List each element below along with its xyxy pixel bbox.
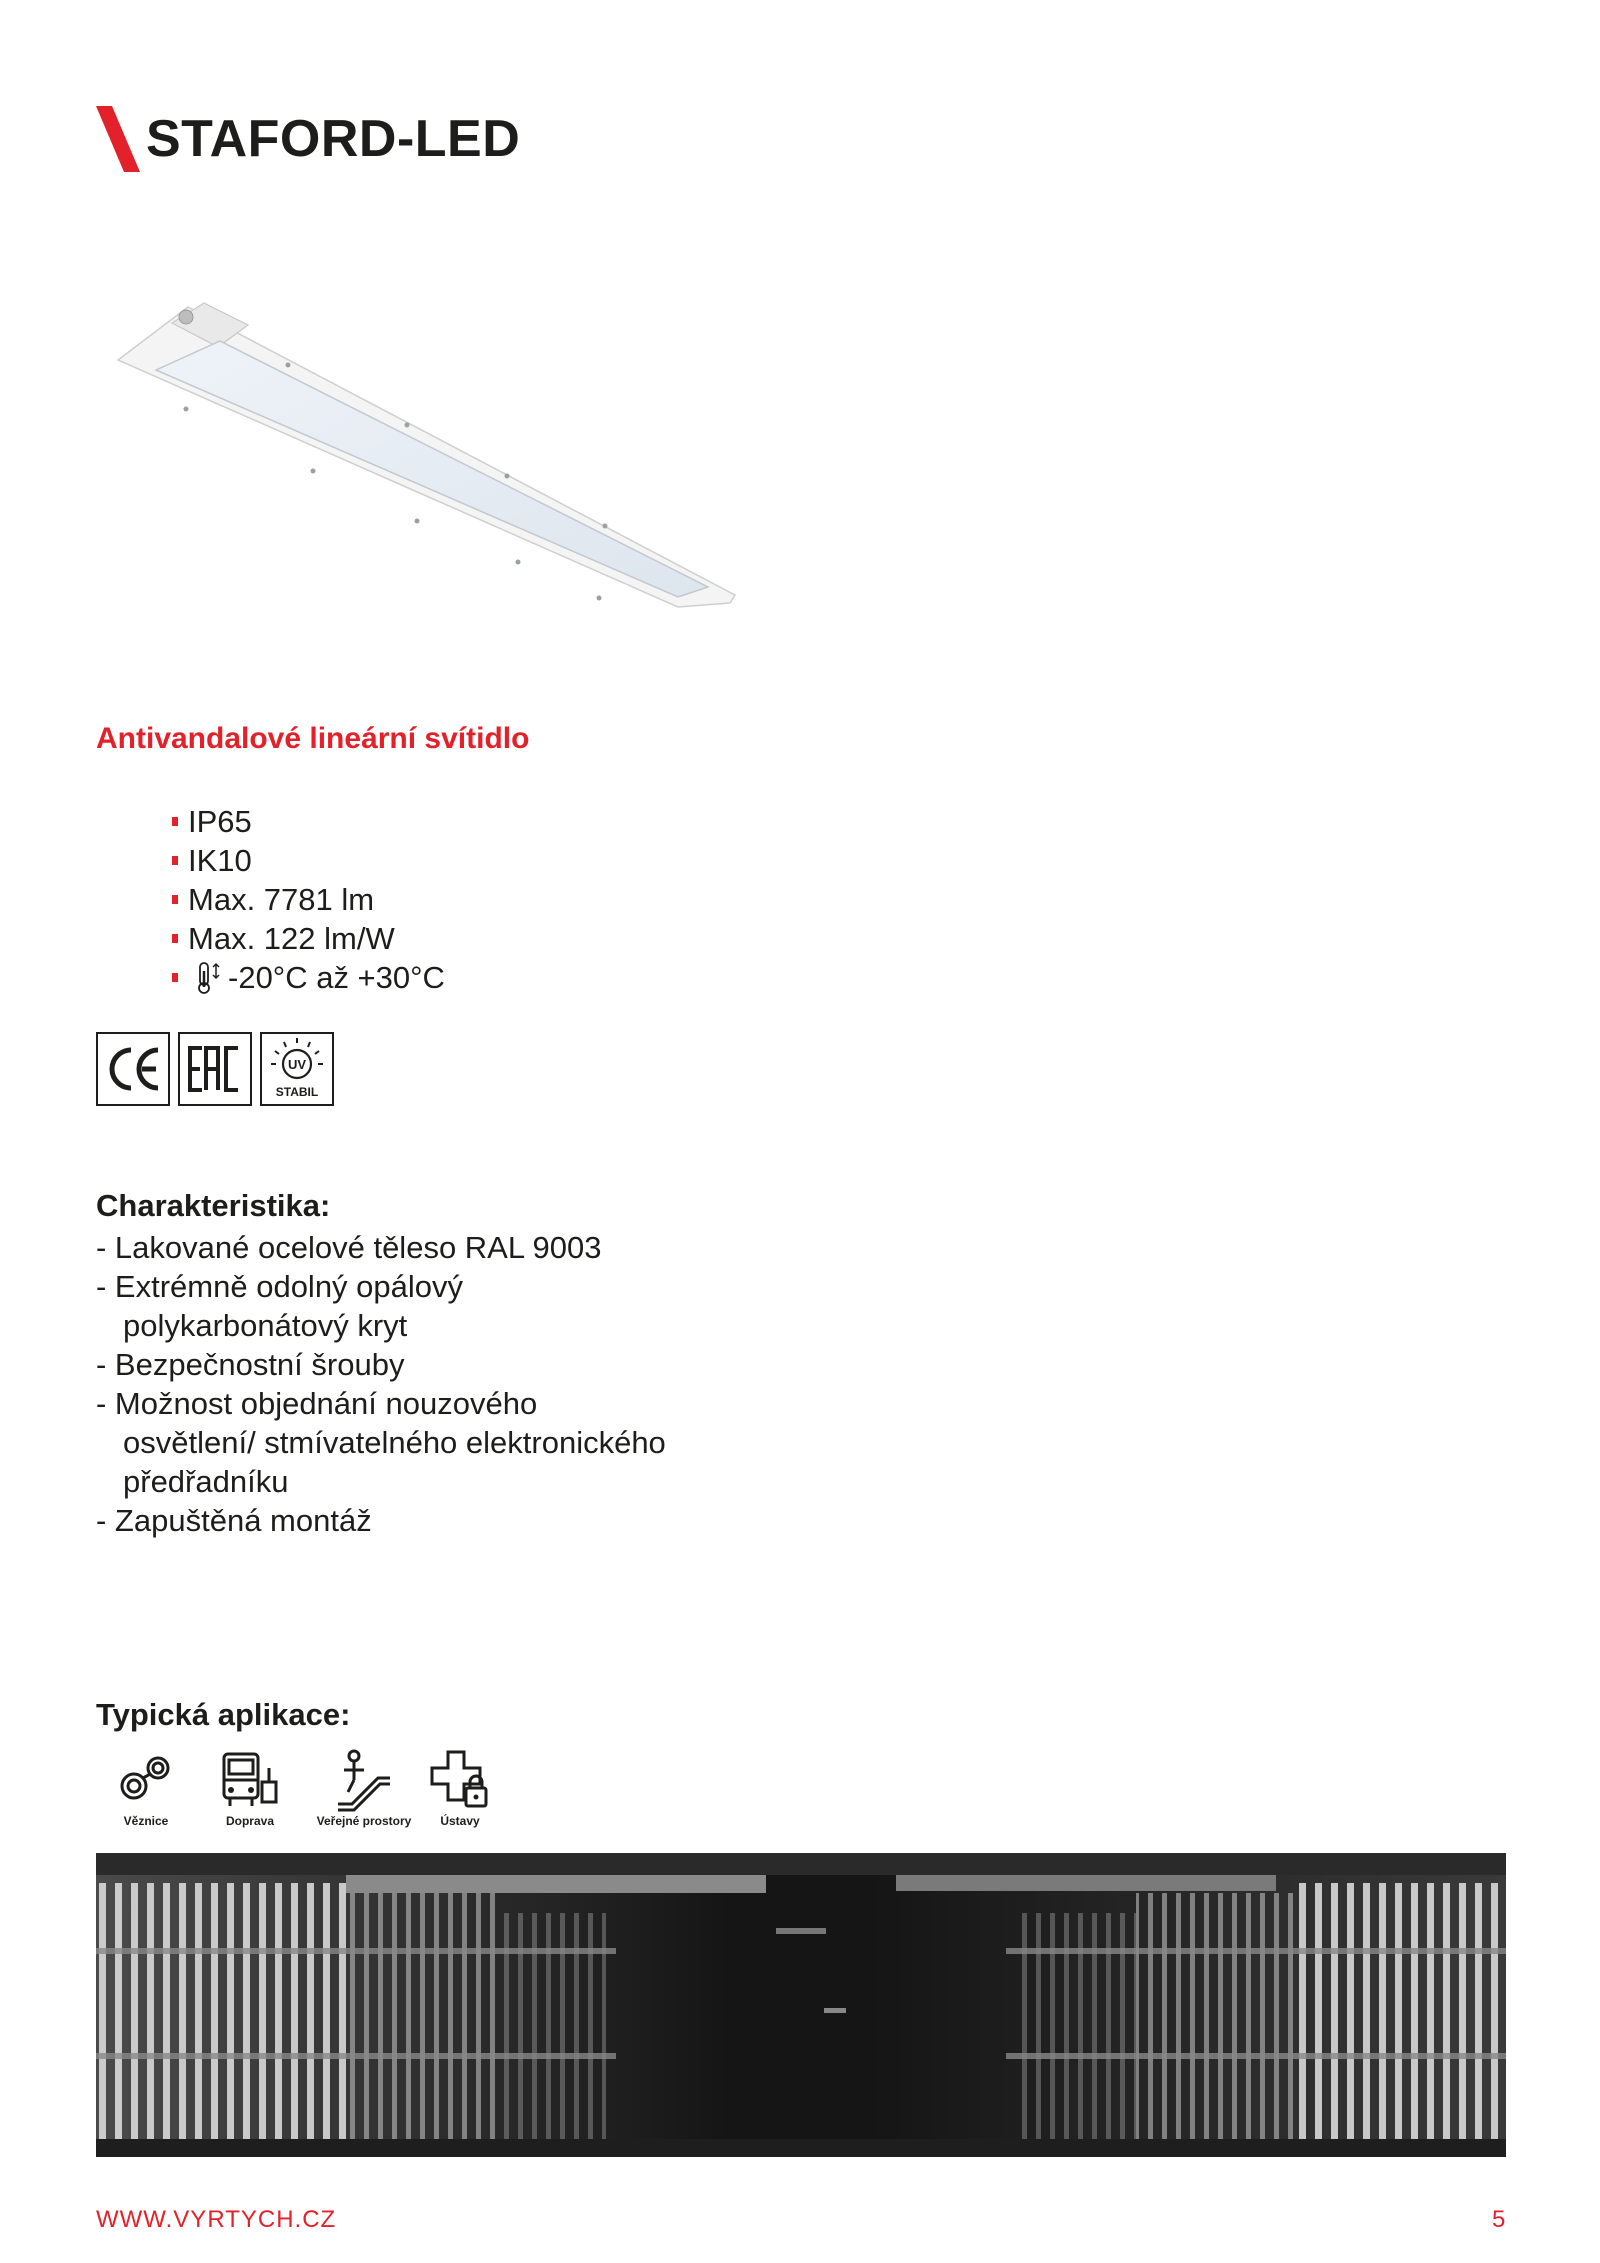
uv-stabil-icon [262,1034,332,1104]
brand-name: STAFORD-LED [146,110,521,168]
page-number: 5 [1492,2206,1506,2233]
characteristics-heading: Charakteristika: [96,1188,331,1223]
application-icons [100,1748,500,1828]
bus-icon [218,1748,282,1812]
characteristic-line: polykarbonátový kryt [123,1308,408,1343]
uv-label: UV [287,1057,307,1072]
characteristic-line: - Bezpečnostní šrouby [96,1347,405,1382]
application-item [308,1748,420,1828]
brand-logo [96,104,520,174]
applications-heading: Typická aplikace: [96,1697,351,1732]
bullet-icon [172,973,178,982]
characteristic-line: - Možnost objednání nouzového [96,1386,538,1421]
characteristic-line: - Lakované ocelové těleso RAL 9003 [96,1230,602,1265]
logo-slash-icon [96,106,140,172]
application-label: Doprava [225,1814,275,1828]
application-item [192,1748,308,1828]
bullet-icon [172,895,178,904]
bullet-icon [172,856,178,865]
spec-list [172,802,445,997]
spec-label: -20°C až +30°C [228,960,445,995]
application-label: Ústavy [440,1814,480,1828]
bullet-icon [172,817,178,826]
eac-label: EAC [180,1034,183,1035]
product-title: Antivandalové lineární svítidlo [96,722,530,755]
characteristic-line: osvětlení/ stmívatelného elektronického [123,1425,666,1460]
application-item [100,1748,192,1828]
footer-url[interactable]: WWW.VYRTYCH.CZ [96,2206,337,2233]
characteristic-line: předřadníku [123,1464,289,1499]
medical-lock-icon [428,1748,492,1812]
characteristic-line: - Zapuštěná montáž [96,1503,372,1538]
handcuffs-icon [114,1748,178,1812]
product-image [110,295,750,615]
eac-mark [178,1032,252,1106]
eac-icon [180,1034,250,1104]
spec-item [172,841,445,880]
spec-item [172,802,445,841]
uv-stabil-mark [260,1032,334,1106]
characteristics-list [96,1228,666,1540]
spec-label: Max. 7781 lm [188,882,375,917]
stabil-label: STABIL [275,1085,319,1099]
ce-label: CE [98,1034,100,1035]
characteristic-line: - Extrémně odolný opálový [96,1269,464,1304]
escalator-icon [332,1748,396,1812]
spec-label: Max. 122 lm/W [188,921,395,956]
ce-icon [98,1034,168,1104]
application-item [420,1748,500,1828]
certification-marks [96,1032,334,1106]
spec-label: IP65 [188,804,252,839]
spec-item [172,880,445,919]
thermometer-icon [194,961,220,995]
application-photo [96,1853,1506,2157]
spec-item [172,919,445,958]
ce-mark [96,1032,170,1106]
application-label: Veřejné prostory [316,1814,412,1828]
application-label: Věznice [123,1814,169,1828]
spec-item [172,958,445,997]
spec-label: IK10 [188,843,252,878]
bullet-icon [172,934,178,943]
